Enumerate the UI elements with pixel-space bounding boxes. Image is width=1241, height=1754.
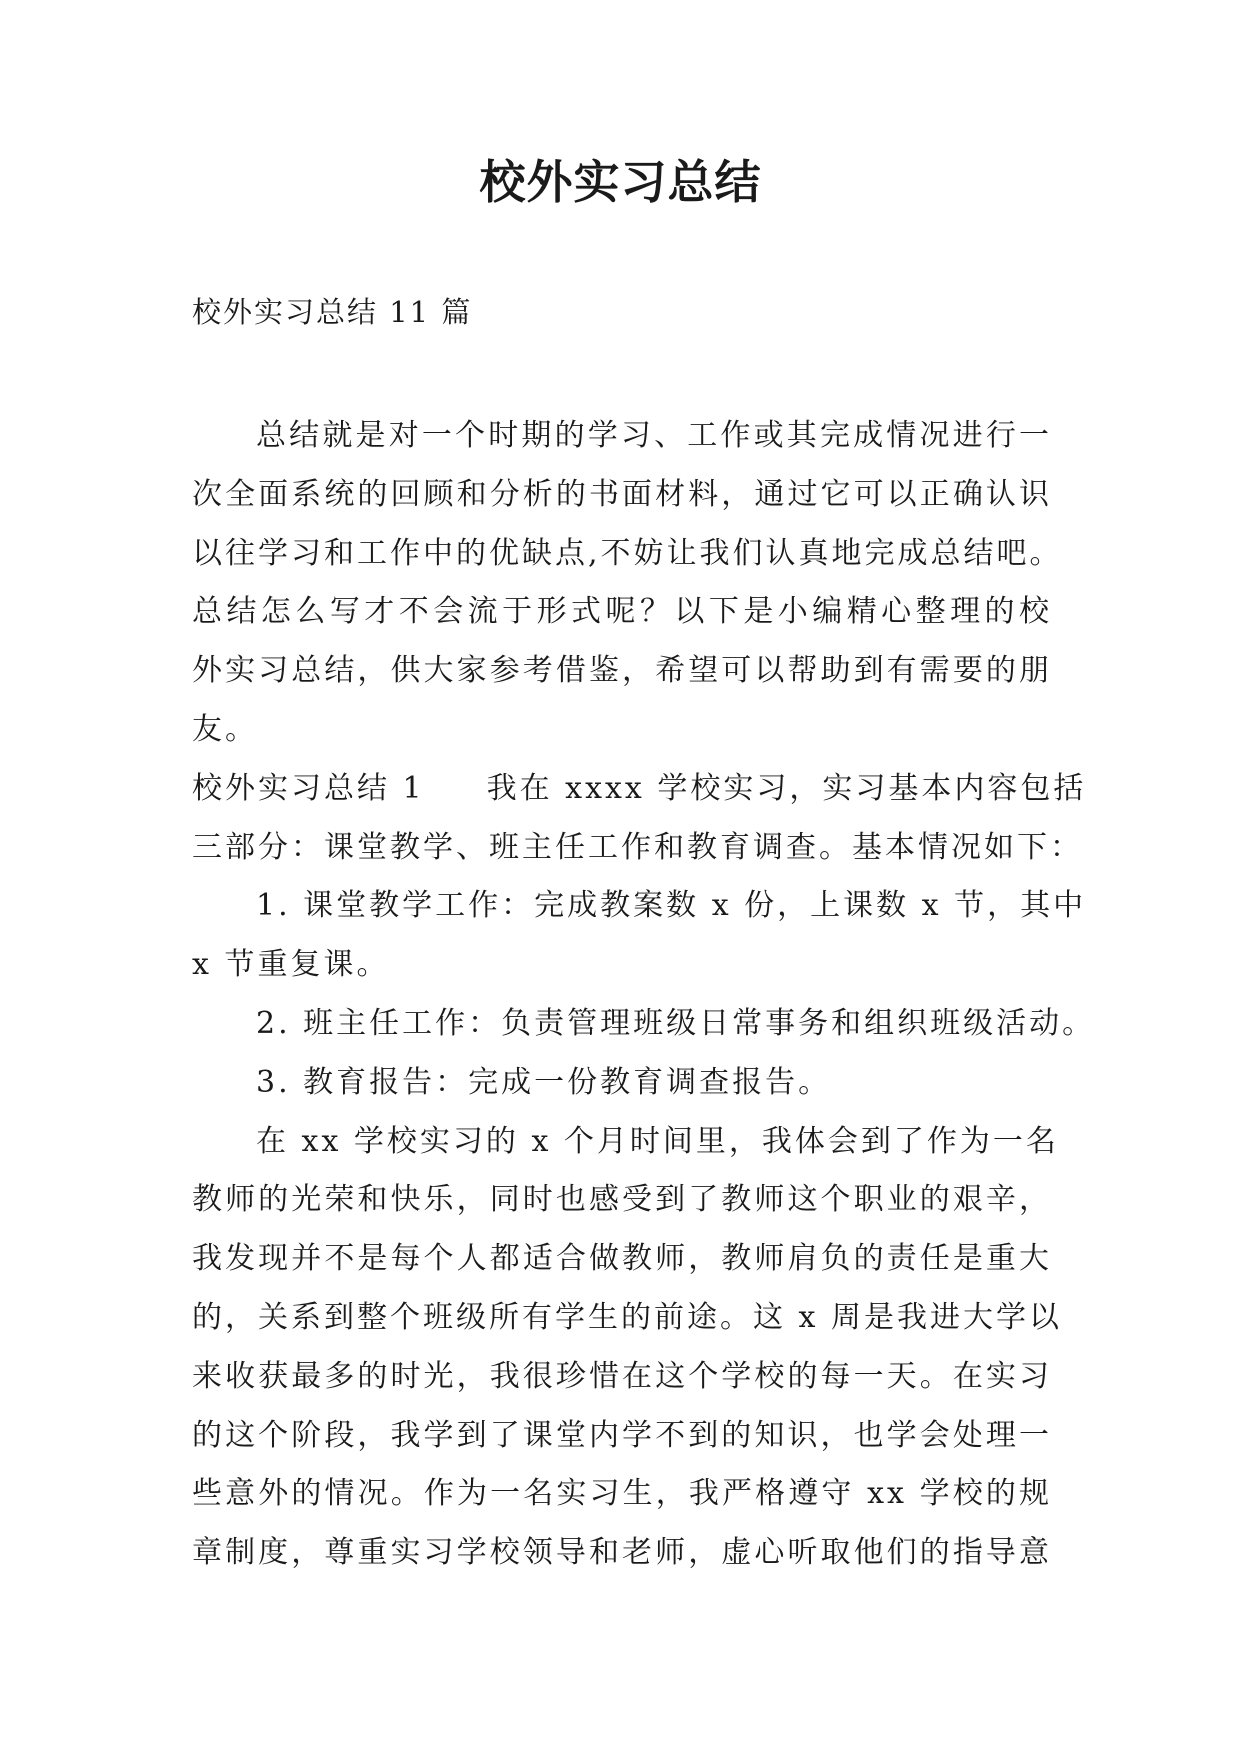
section-heading: 校外实习总结 1 <box>192 770 425 806</box>
document-body <box>192 407 1096 1583</box>
document-subtitle: 校外实习总结 11 篇 <box>192 295 473 329</box>
paragraph-line: 的，关系到整个班级所有学生的前途。这 x 周是我进大学以 <box>192 1299 1062 1335</box>
intro-line: 外实习总结，供大家参考借鉴，希望可以帮助到有需要的朋 <box>192 653 1052 689</box>
list-item: 1. 课堂教学工作：完成教案数 x 份，上课数 x 节，其中 <box>256 888 1087 924</box>
paragraph-line: 来收获最多的时光，我很珍惜在这个学校的每一天。在实习 <box>192 1358 1052 1394</box>
paragraph-line: 的这个阶段，我学到了课堂内学不到的知识，也学会处理一 <box>192 1417 1052 1453</box>
intro-line: 友。 <box>192 711 258 747</box>
intro-line: 总结就是对一个时期的学习、工作或其完成情况进行一 <box>256 418 1052 453</box>
paragraph-line: 些意外的情况。作为一名实习生，我严格遵守 xx 学校的规 <box>192 1476 1052 1512</box>
paragraph-line: 章制度，尊重实习学校领导和老师，虚心听取他们的指导意 <box>192 1535 1052 1571</box>
list-item-continuation: x 节重复课。 <box>192 947 390 983</box>
list-item: 3. 教育报告：完成一份教育调查报告。 <box>256 1064 832 1100</box>
intro-line: 以往学习和工作中的优缺点,不妨让我们认真地完成总结吧。 <box>192 535 1063 571</box>
intro-line: 次全面系统的回顾和分析的书面材料，通过它可以正确认识 <box>192 476 1052 512</box>
section-text: 我在 xxxx 学校实习，实习基本内容包括 <box>486 770 1087 806</box>
paragraph-line: 在 xx 学校实习的 x 个月时间里，我体会到了作为一名 <box>256 1123 1059 1159</box>
paragraph-line: 我发现并不是每个人都适合做教师，教师肩负的责任是重大 <box>192 1241 1052 1277</box>
paragraph-line: 教师的光荣和快乐，同时也感受到了教师这个职业的艰辛， <box>192 1182 1052 1218</box>
document-title: 校外实习总结 <box>479 155 762 209</box>
list-item: 2. 班主任工作：负责管理班级日常事务和组织班级活动。 <box>256 1005 1096 1041</box>
section-heading-line <box>192 760 1087 819</box>
intro-line: 总结怎么写才不会流于形式呢？以下是小编精心整理的校 <box>192 594 1052 630</box>
section-line: 三部分：课堂教学、班主任工作和教育调查。基本情况如下： <box>192 829 1083 865</box>
